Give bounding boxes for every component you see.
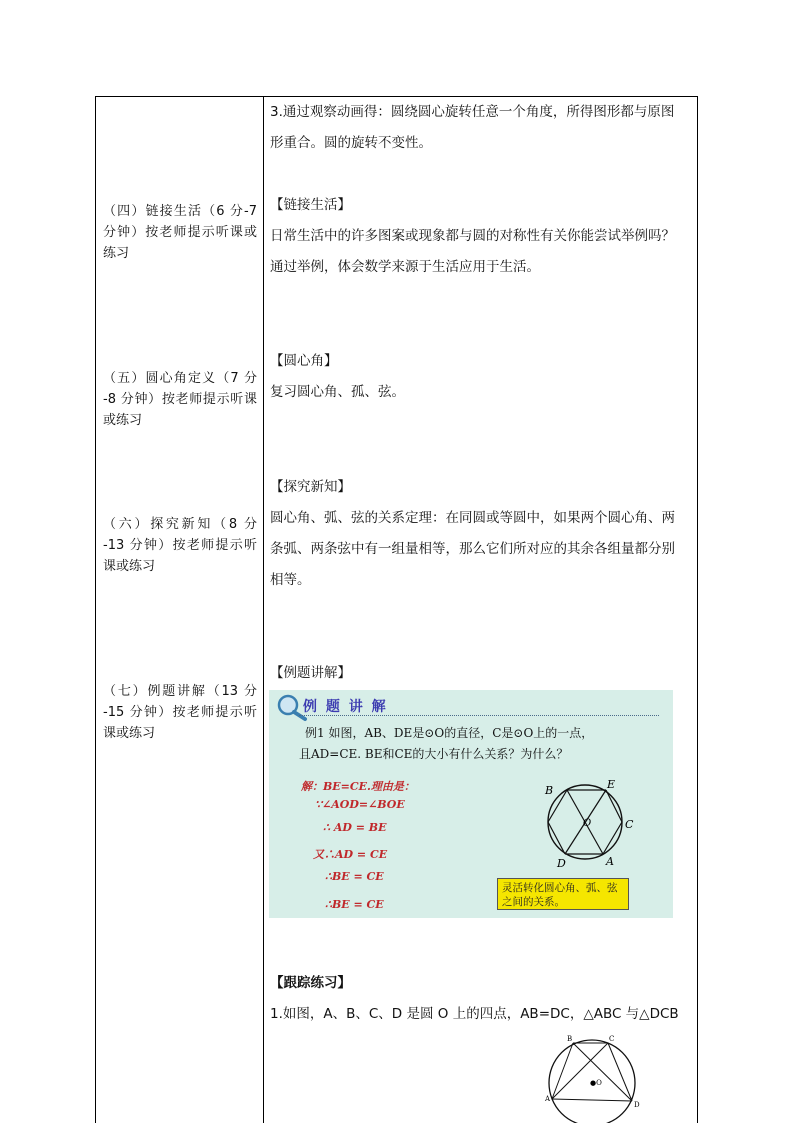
label-c: C <box>625 818 634 831</box>
explore-section <box>270 472 692 596</box>
column-divider <box>263 96 264 1123</box>
section-heading: 【探究新知】 <box>270 479 351 495</box>
solution-line: 解：BE=CE.理由是： <box>301 780 415 793</box>
solution-line: ∴BE = CE <box>325 870 384 883</box>
section-heading: 【跟踪练习】 <box>270 975 351 991</box>
label-o: O <box>583 818 592 829</box>
label-a: A <box>545 1095 551 1103</box>
practice-circle-figure <box>538 1033 648 1123</box>
text-line: 条弧、两条弦中有一组量相等，那么它们所对应的其余各组量都分别 <box>270 541 675 557</box>
section-heading: 【例题讲解】 <box>270 665 351 681</box>
practice-question: 1.如图，A、B、C、D 是圆 O 上的四点，AB=DC，△ABC 与△DCB <box>270 1006 679 1022</box>
solution-line: ∵∠AOD=∠BOE <box>315 798 405 811</box>
label-b: B <box>567 1035 573 1043</box>
label-d: D <box>557 857 566 870</box>
label-a: A <box>606 855 614 868</box>
rotation-paragraph <box>270 97 692 159</box>
solution-line: ∴ AD = BE <box>323 821 387 834</box>
text-line: 相等。 <box>270 572 311 588</box>
label-o: ●O <box>590 1079 602 1087</box>
dotted-rule <box>299 715 659 716</box>
text-line: 圆心角、弧、弦的关系定理：在同圆或等圆中，如果两个圆心角、两 <box>270 510 675 526</box>
text-line: 形重合。圆的旋转不变性。 <box>270 135 432 151</box>
text-line: 通过举例，体会数学来源于生活应用于生活。 <box>270 259 540 275</box>
label-c: C <box>609 1035 615 1043</box>
label-d: D <box>634 1101 640 1109</box>
text-line: 复习圆心角、孤、弦。 <box>270 384 405 400</box>
section-heading: 【圆心角】 <box>270 353 338 369</box>
text-line: 日常生活中的许多图案或现象都与圆的对称性有关你能尝试举例吗？ <box>270 228 675 244</box>
stage-link-life: （四）链接生活（6 分-7 分钟）按老师提示听课或练习 <box>103 204 257 261</box>
text-line: 3.通过观察动画得：圆绕圆心旋转任意一个角度，所得图形都与原图 <box>270 104 675 120</box>
section-heading: 【链接生活】 <box>270 197 351 213</box>
link-life-section <box>270 190 692 283</box>
example-question-line1: 例1 如图，AB、DE是⊙O的直径，C是⊙O上的一点， <box>305 726 594 740</box>
stage-example: （七）例题讲解（13 分 -15 分钟）按老师提示听课或练习 <box>103 684 257 741</box>
example-slide <box>269 690 673 918</box>
example-circle-figure <box>525 776 673 876</box>
central-angle-section <box>270 346 692 408</box>
solution-line: 又∴AD = CE <box>313 848 388 861</box>
label-e: E <box>607 778 616 791</box>
stage-explore: （六）探究新知（8 分 -13 分钟）按老师提示听课或练习 <box>103 517 257 574</box>
hint-note: 灵活转化圆心角、弧、弦之间的关系。 <box>497 878 629 910</box>
solution-line: ∴BE = CE <box>325 898 384 911</box>
example-title: 例 题 讲 解 <box>303 699 388 715</box>
stage-central-angle: （五）圆心角定义（7 分 -8 分钟）按老师提示听课或练习 <box>103 371 257 428</box>
example-question-line2: 且AD=CE. BE和CE的大小有什么关系？为什么？ <box>299 747 569 761</box>
practice-section <box>270 968 692 1030</box>
label-b: B <box>545 784 554 797</box>
example-heading-block <box>270 658 692 689</box>
